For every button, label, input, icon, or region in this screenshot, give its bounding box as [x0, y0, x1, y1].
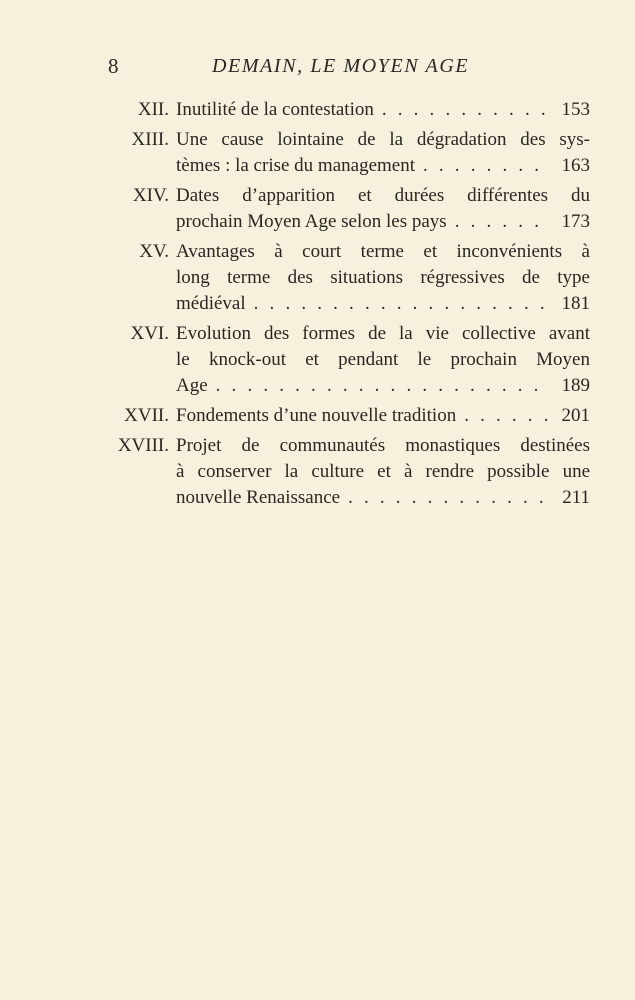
- chapter-title-line: à conserver la culture et à rendre possible une: [176, 461, 590, 482]
- chapter-title-last-line: [176, 291, 590, 317]
- chapter-title-last-line: [176, 403, 590, 429]
- chapter-title: [176, 127, 590, 179]
- chapter-numeral: XV.: [139, 241, 169, 262]
- chapter-title-last-line: [176, 373, 590, 399]
- chapter-numeral: XIII.: [131, 129, 169, 150]
- dot-leader: [455, 209, 550, 235]
- page-header: [0, 52, 635, 82]
- chapter-title: [176, 321, 590, 399]
- chapter-title-line: Une cause lointaine de la dégradation des sys-: [176, 129, 590, 150]
- chapter-title-line: Evolution des formes de la vie collective avant: [176, 323, 590, 344]
- page-reference: 211: [562, 487, 590, 508]
- chapter-title-line: Inutilité de la contestation: [176, 99, 374, 120]
- chapter-title-last-line: [176, 153, 590, 179]
- chapter-title-line: tèmes : la crise du management: [176, 155, 415, 176]
- chapter-title-line: long terme des situations régressives de type: [176, 267, 590, 288]
- page-reference: 163: [561, 155, 590, 176]
- chapter-title-line: Dates d’apparition et durées différentes du: [176, 185, 590, 206]
- toc-entry: [0, 433, 635, 511]
- page-reference: 153: [561, 99, 590, 120]
- toc-entry: [0, 403, 635, 429]
- chapter-title-line: Fondements d’une nouvelle tradition: [176, 405, 457, 426]
- chapter-numeral: XVI.: [130, 323, 169, 344]
- chapter-title: [176, 97, 590, 123]
- running-title: DEMAIN, LE MOYEN AGE: [212, 55, 470, 77]
- chapter-title: [176, 403, 590, 429]
- chapter-numeral: XVIII.: [117, 435, 169, 456]
- chapter-title-last-line: [176, 97, 590, 123]
- dot-leader: [423, 153, 550, 179]
- toc-entry: [0, 97, 635, 123]
- page-reference: 181: [561, 293, 590, 314]
- chapter-title-line: Projet de communautés monastiques destinées: [176, 435, 590, 456]
- dot-leader: [382, 97, 550, 123]
- chapter-numeral: XII.: [137, 99, 169, 120]
- chapter-title-line: nouvelle Renaissance: [176, 487, 341, 508]
- chapter-title-line: médiéval: [176, 293, 246, 314]
- page-reference: 201: [561, 405, 590, 426]
- chapter-title-line: Avantages à court terme et inconvénients à: [176, 241, 590, 262]
- dot-leader: [254, 291, 550, 317]
- chapter-title-last-line: [176, 209, 590, 235]
- table-of-contents: [0, 97, 635, 515]
- chapter-numeral: XIV.: [132, 185, 169, 206]
- dot-leader: [348, 485, 550, 511]
- page-reference: 189: [561, 375, 590, 396]
- dot-leader: [464, 403, 550, 429]
- chapter-title: [176, 239, 590, 317]
- toc-entry: [0, 127, 635, 179]
- toc-entry: [0, 239, 635, 317]
- chapter-title: [176, 433, 590, 511]
- chapter-title-line: prochain Moyen Age selon les pays: [176, 211, 447, 232]
- toc-entry: [0, 183, 635, 235]
- chapter-title-last-line: [176, 485, 590, 511]
- page-reference: 173: [561, 211, 590, 232]
- page-number: 8: [108, 54, 119, 78]
- chapter-title: [176, 183, 590, 235]
- chapter-title-line: le knock-out et pendant le prochain Moyen: [176, 349, 590, 370]
- toc-entry: [0, 321, 635, 399]
- dot-leader: [216, 373, 550, 399]
- chapter-title-line: Age: [176, 375, 208, 396]
- chapter-numeral: XVII.: [124, 405, 169, 426]
